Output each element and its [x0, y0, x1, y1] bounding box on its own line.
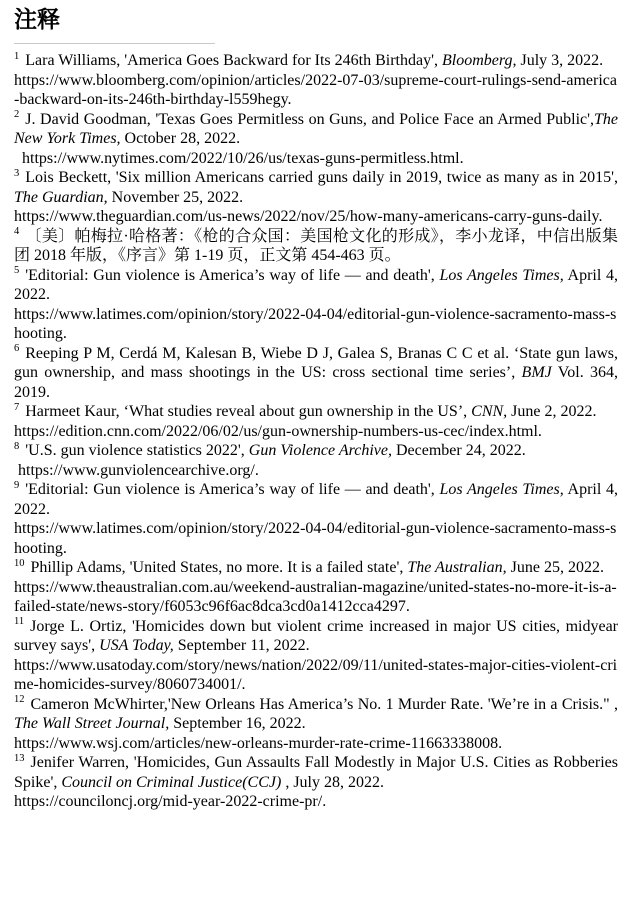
footnote-text: 'Editorial: Gun violence is America’s way of life — and death',	[25, 266, 440, 284]
page-title: 注释	[14, 7, 60, 32]
footnote-text: Cameron McWhirter,'New Orleans Has America’s No. 1 Murder Rate. 'We’re in a Crisis." ,	[30, 695, 618, 713]
footnote-number: 10	[14, 557, 25, 569]
footnote-number: 12	[14, 694, 25, 706]
footnote-source-italic: Council on Criminal Justice(CCJ)	[61, 773, 282, 791]
footnote-text: Reeping P M, Cerdá M, Kalesan B, Wiebe D J, Galea S, Branas C C et al. ‘State gun laws, gun ownership, and mass shootings in the US: cross sectional time series’,	[14, 344, 618, 381]
footnote-number: 3	[14, 167, 20, 179]
footnote-text: September 11, 2022.	[173, 637, 310, 654]
footnote-text: July 3, 2022.	[516, 52, 604, 69]
footnote-text: Harmeet Kaur, ‘What studies reveal about gun ownership in the US’,	[25, 403, 472, 420]
footnote-text: 〔美〕帕梅拉·哈格著：《枪的合众国：美国枪文化的形成》，李小龙译，中信出版集团 2018 年版，《序言》第 1-19 页，正文第 454-463 页。	[14, 227, 618, 264]
footnote-11	[14, 617, 618, 695]
footnote-source-italic: The Australian,	[407, 559, 507, 576]
footnote-1	[14, 51, 618, 110]
footnote-text: Lois Beckett, 'Six million Americans carried guns daily in 2019, twice as many as in 2015',	[25, 169, 618, 186]
footnote-5	[14, 266, 618, 344]
footnote-source-italic: USA Today,	[99, 637, 174, 654]
footnote-7	[14, 402, 618, 441]
footnote-number: 2	[14, 109, 20, 121]
footnote-number: 13	[14, 752, 25, 764]
footnote-url: https://counciloncj.org/mid-year-2022-crime-pr/.	[14, 793, 327, 810]
footnote-text: June 25, 2022.	[506, 559, 604, 576]
footnote-text: J. David Goodman, 'Texas Goes Permitless on Guns, and Police Face an Armed Public',	[25, 110, 594, 128]
footnote-number: 7	[14, 401, 20, 413]
footnote-url: https://edition.cnn.com/2022/06/02/us/gun-ownership-numbers-us-cec/index.html.	[14, 422, 542, 440]
footnote-text: April 4, 2022.	[14, 266, 619, 303]
footnote-number: 5	[14, 265, 20, 277]
footnote-source-italic: The Guardian,	[14, 188, 108, 206]
footnote-9	[14, 480, 618, 558]
footnote-url: https://www.usatoday.com/story/news/nation/2022/09/11/united-states-major-cities-violent-crime-homicides-survey/8060734001/.	[14, 656, 618, 693]
footnote-10	[14, 558, 618, 617]
footnote-number: 1	[14, 50, 20, 62]
footnote-url: https://www.theaustralian.com.au/weekend-australian-magazine/united-states-no-more-it-is-a-failed-state/news-story/f6053c96f6ac8dca3cd0a1412cca4297.	[14, 578, 617, 615]
footnote-13	[14, 753, 618, 812]
footnote-text: Jorge L. Ortiz, 'Homicides down but violent crime increased in major US cities, midyear survey says',	[14, 617, 618, 654]
footnote-6	[14, 344, 618, 403]
footnote-2	[14, 110, 618, 169]
footnote-number: 6	[14, 343, 20, 355]
footnote-source-italic: The Wall Street Journal,	[14, 715, 170, 732]
footnote-12	[14, 695, 618, 754]
footnote-separator	[14, 43, 215, 44]
footnote-source-italic: BMJ	[521, 364, 552, 381]
footnote-text: 'U.S. gun violence statistics 2022',	[25, 442, 249, 459]
footnote-url: https://www.nytimes.com/2022/10/26/us/texas-guns-permitless.html.	[14, 149, 464, 167]
footnote-text: Phillip Adams, 'United States, no more. It is a failed state',	[30, 559, 408, 576]
footnote-text: Lara Williams, 'America Goes Backward for Its 246th Birthday',	[25, 52, 442, 69]
footnote-url: https://www.theguardian.com/us-news/2022/nov/25/how-many-americans-carry-guns-daily.	[14, 208, 603, 225]
footnote-source-italic: Gun Violence Archive,	[248, 442, 392, 459]
footnote-text: June 2, 2022.	[507, 403, 597, 420]
footnote-number: 8	[14, 440, 20, 452]
footnote-source-italic: Los Angeles Times,	[439, 481, 564, 498]
footnote-source-italic: Bloomberg,	[441, 52, 517, 69]
footnote-text: December 24, 2022.	[391, 442, 526, 459]
footnote-url: https://www.wsj.com/articles/new-orleans-murder-rate-crime-11663338008.	[14, 734, 503, 752]
footnote-text: October 28, 2022.	[120, 130, 241, 147]
footnote-source-italic: The New York Times,	[14, 110, 618, 147]
footnote-4	[14, 227, 618, 266]
footnote-source-italic: CNN,	[471, 403, 508, 420]
footnote-text: Vol. 364, 2019.	[14, 364, 618, 401]
footnote-url: https://www.latimes.com/opinion/story/2022-04-04/editorial-gun-violence-sacramento-mass-shooting.	[14, 305, 617, 342]
footnote-text: November 25, 2022.	[107, 188, 244, 206]
footnote-number: 11	[14, 616, 25, 628]
footnote-text: September 16, 2022.	[169, 715, 306, 732]
footnote-8	[14, 441, 618, 480]
footnote-text: , July 28, 2022.	[281, 773, 384, 791]
footnote-3	[14, 168, 618, 227]
footnote-url: https://www.gunviolencearchive.org/.	[14, 461, 259, 479]
footnote-text: April 4, 2022.	[14, 481, 619, 518]
footnote-number: 9	[14, 479, 20, 491]
footnote-url: https://www.latimes.com/opinion/story/2022-04-04/editorial-gun-violence-sacramento-mass-shooting.	[14, 520, 617, 557]
footnote-text: Jenifer Warren, 'Homicides, Gun Assaults Fall Modestly in Major U.S. Cities as Robberies Spike',	[14, 754, 618, 791]
footnotes-list	[14, 51, 618, 812]
footnote-text: 'Editorial: Gun violence is America’s way of life — and death',	[25, 481, 440, 498]
footnote-url: https://www.bloomberg.com/opinion/articles/2022-07-03/supreme-court-rulings-send-america-backward-on-its-246th-birthday-l559hegy.	[14, 71, 617, 108]
footnote-number: 4	[14, 226, 20, 238]
footnote-source-italic: Los Angeles Times,	[439, 266, 564, 284]
